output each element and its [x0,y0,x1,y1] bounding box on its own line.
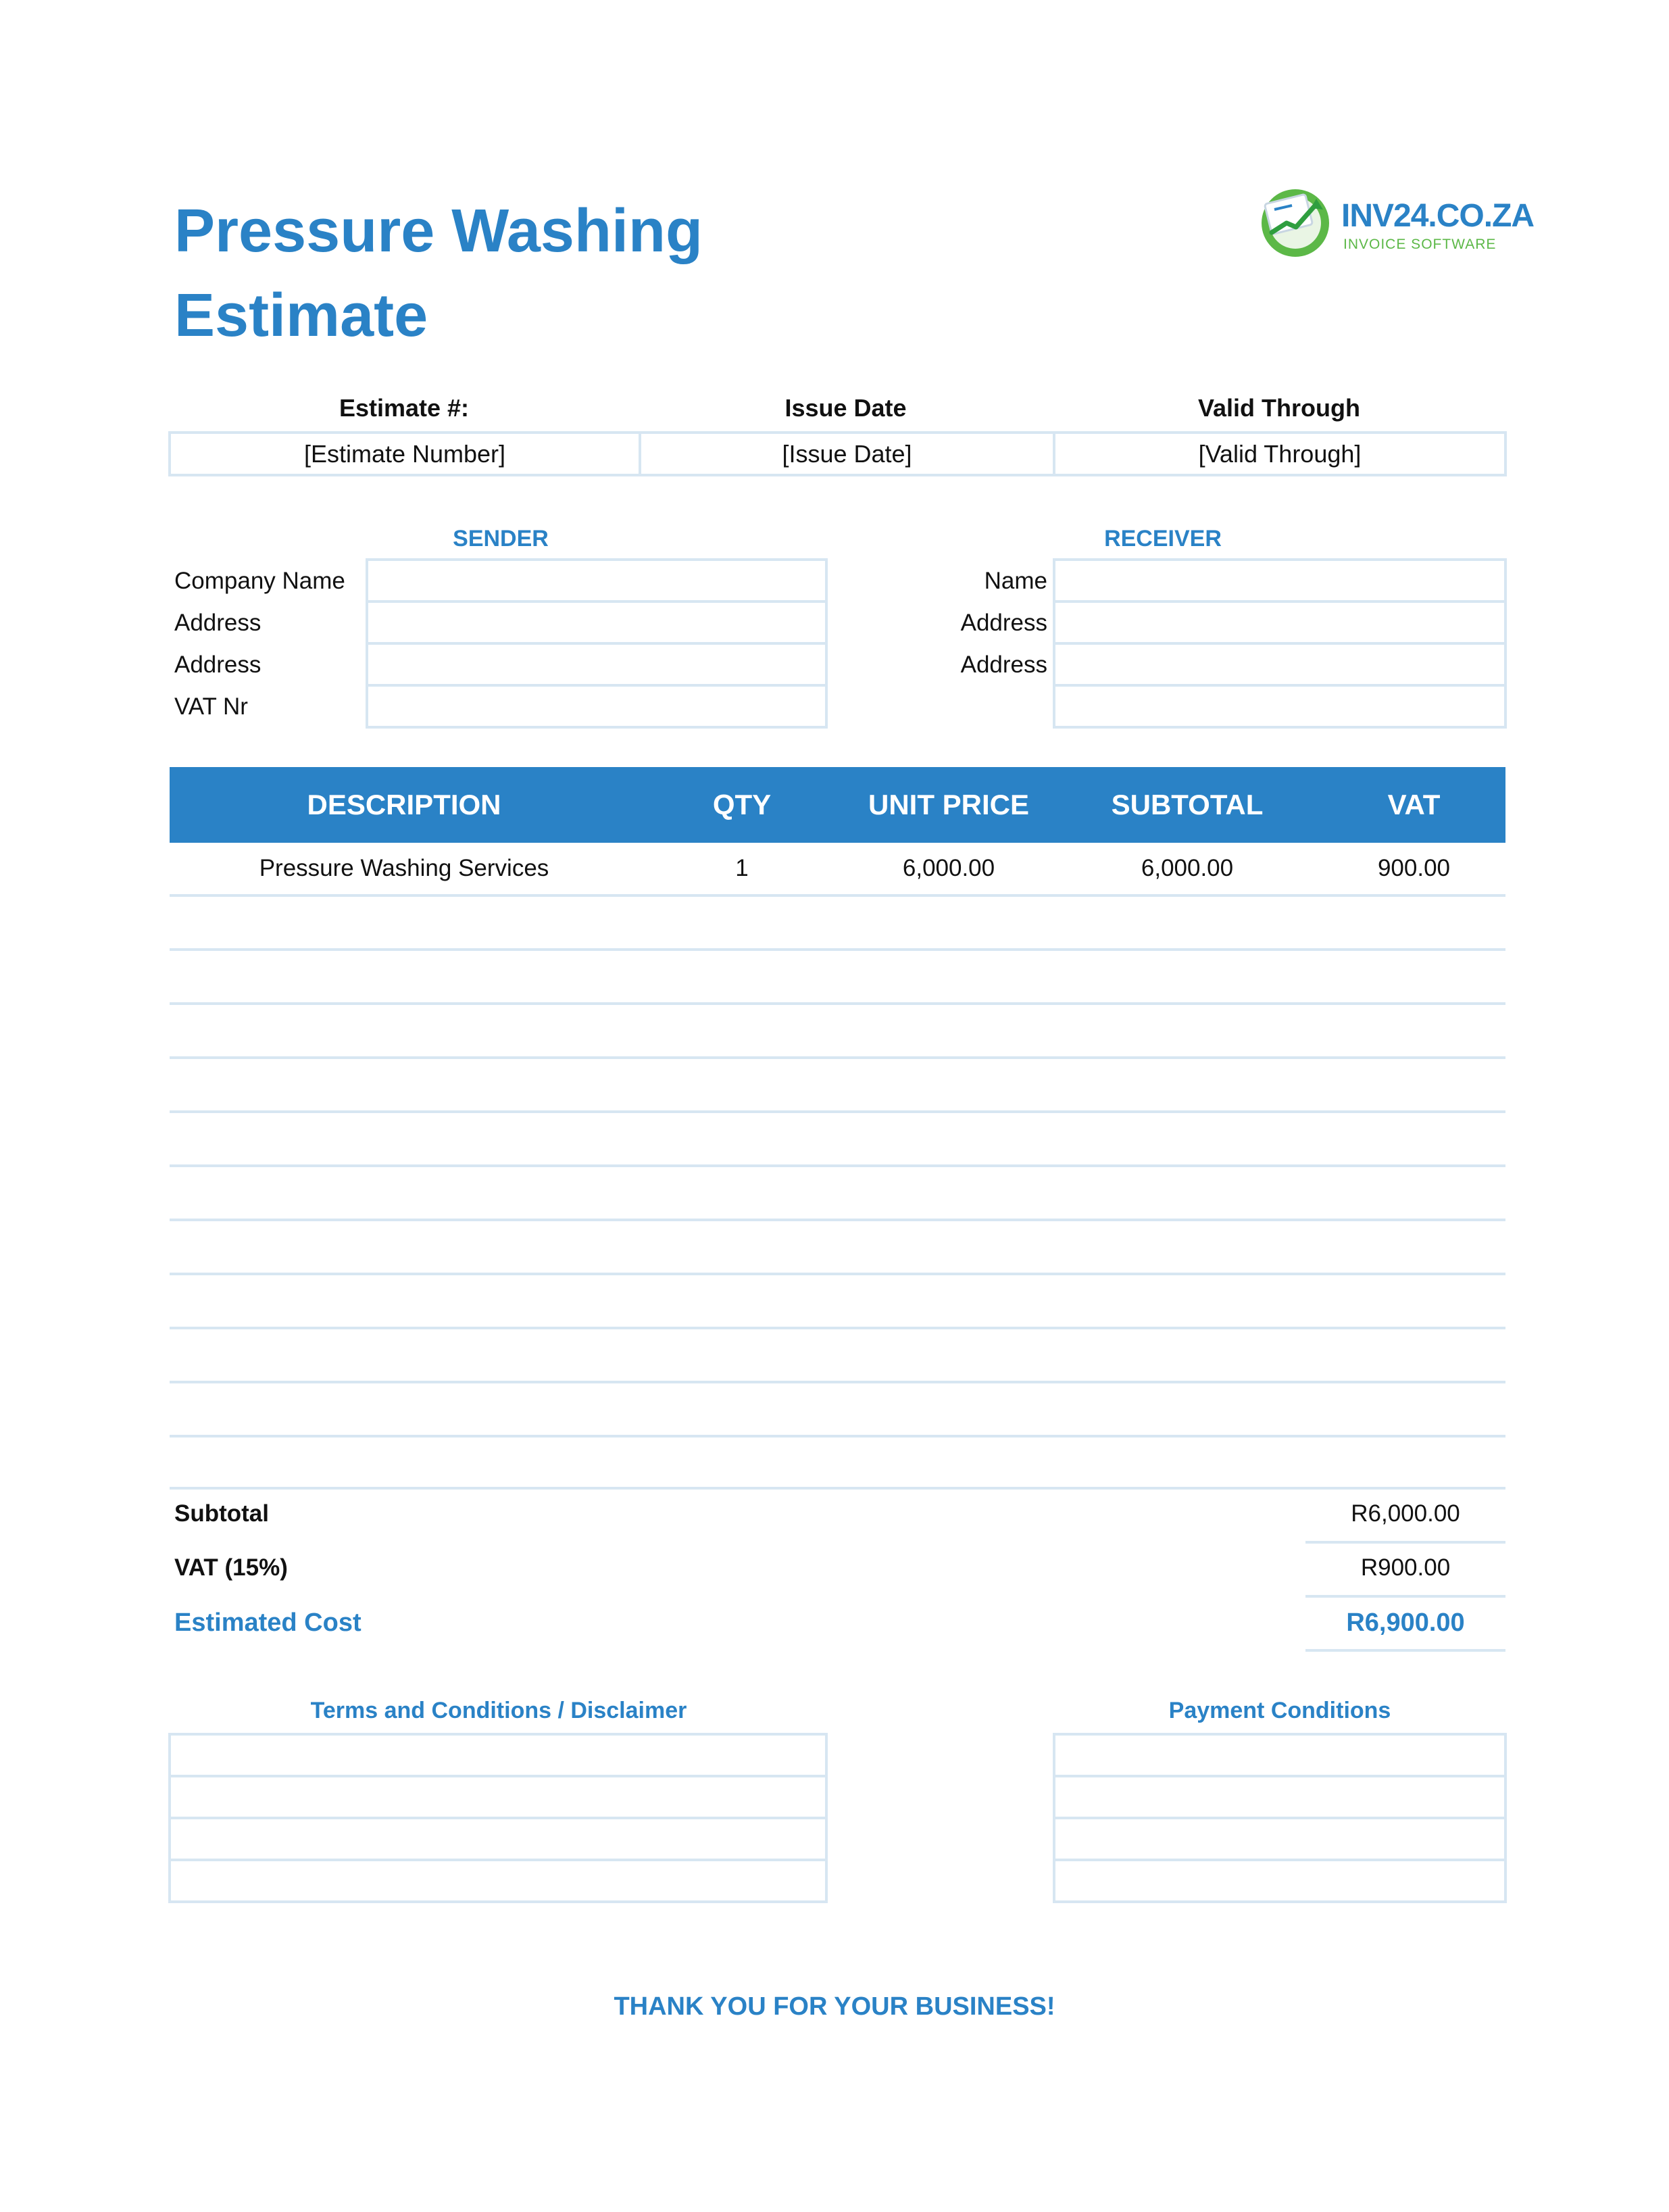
title-line-1: Pressure Washing [174,197,703,265]
row-divider [170,894,1505,897]
items-table-header [170,767,1505,843]
sender-company-label: Company Name [174,568,345,594]
vat-label: VAT (15%) [174,1554,288,1581]
valid-through-value: [Valid Through] [1198,439,1362,468]
row-divider [170,1110,1505,1113]
payment-line-2[interactable] [1053,1775,1507,1819]
row-description: Pressure Washing Services [259,855,549,881]
receiver-address-input-1[interactable] [1053,600,1507,645]
issue-date-label: Issue Date [784,394,907,422]
terms-line-3[interactable] [168,1817,828,1861]
sender-vat-label: VAT Nr [174,693,248,720]
valid-through-field[interactable] [1053,431,1507,476]
row-divider [170,1327,1505,1329]
receiver-extra-input[interactable] [1053,684,1507,729]
payment-line-1[interactable] [1053,1733,1507,1777]
document-title [174,189,703,358]
totals-divider [1305,1649,1505,1652]
receiver-address-input-2[interactable] [1053,642,1507,687]
receiver-address-label-2: Address [960,652,1047,678]
subtotal-value: R6,000.00 [1351,1500,1460,1527]
logo-name: INV24.CO.ZA [1341,198,1535,234]
row-divider [170,1056,1505,1059]
sender-title: SENDER [453,526,549,551]
sender-vat-input[interactable] [366,684,828,729]
logo-tagline: INVOICE SOFTWARE [1343,237,1497,252]
payment-line-3[interactable] [1053,1817,1507,1861]
receiver-name-label: Name [984,568,1047,594]
estimate-number-value: [Estimate Number] [303,439,506,468]
subtotal-label: Subtotal [174,1500,269,1527]
row-subtotal: 6,000.00 [1141,855,1234,881]
row-divider [170,1435,1505,1437]
thank-you-message: THANK YOU FOR YOUR BUSINESS! [614,1992,1055,2021]
sender-address-input-1[interactable] [366,600,828,645]
terms-title: Terms and Conditions / Disclaimer [310,1698,687,1723]
estimate-number-label: Estimate #: [339,394,470,422]
valid-through-label: Valid Through [1198,394,1360,422]
estimated-cost-label: Estimated Cost [174,1608,362,1637]
title-line-2: Estimate [174,282,428,349]
row-divider [170,1219,1505,1221]
col-unit-price: UNIT PRICE [868,789,1029,820]
terms-line-1[interactable] [168,1733,828,1777]
terms-line-4[interactable] [168,1859,828,1903]
row-divider [170,1381,1505,1383]
totals-divider [1305,1595,1505,1598]
payment-line-4[interactable] [1053,1859,1507,1903]
totals-divider [1305,1541,1505,1544]
vat-value: R900.00 [1360,1554,1451,1581]
col-vat: VAT [1387,789,1441,820]
invoice-chart-icon [1258,184,1339,258]
estimated-cost-value: R6,900.00 [1346,1608,1465,1637]
row-qty: 1 [735,855,749,881]
sender-address-input-2[interactable] [366,642,828,687]
col-subtotal: SUBTOTAL [1111,789,1264,820]
receiver-name-input[interactable] [1053,558,1507,603]
terms-line-2[interactable] [168,1775,828,1819]
row-divider [170,1487,1505,1490]
receiver-address-label-1: Address [960,610,1047,636]
receiver-title: RECEIVER [1104,526,1222,551]
row-divider [170,948,1505,951]
issue-date-value: [Issue Date] [782,439,912,468]
row-divider [170,1002,1505,1005]
issue-date-field[interactable] [639,431,1055,476]
sender-address-label-2: Address [174,652,261,678]
row-unit-price: 6,000.00 [902,855,995,881]
col-description: DESCRIPTION [307,789,501,820]
sender-address-label-1: Address [174,610,261,636]
col-qty: QTY [712,789,772,820]
row-vat: 900.00 [1377,855,1451,881]
row-divider [170,1164,1505,1167]
sender-company-input[interactable] [366,558,828,603]
payment-title: Payment Conditions [1168,1698,1391,1723]
row-divider [170,1273,1505,1275]
estimate-number-field[interactable] [168,431,641,476]
